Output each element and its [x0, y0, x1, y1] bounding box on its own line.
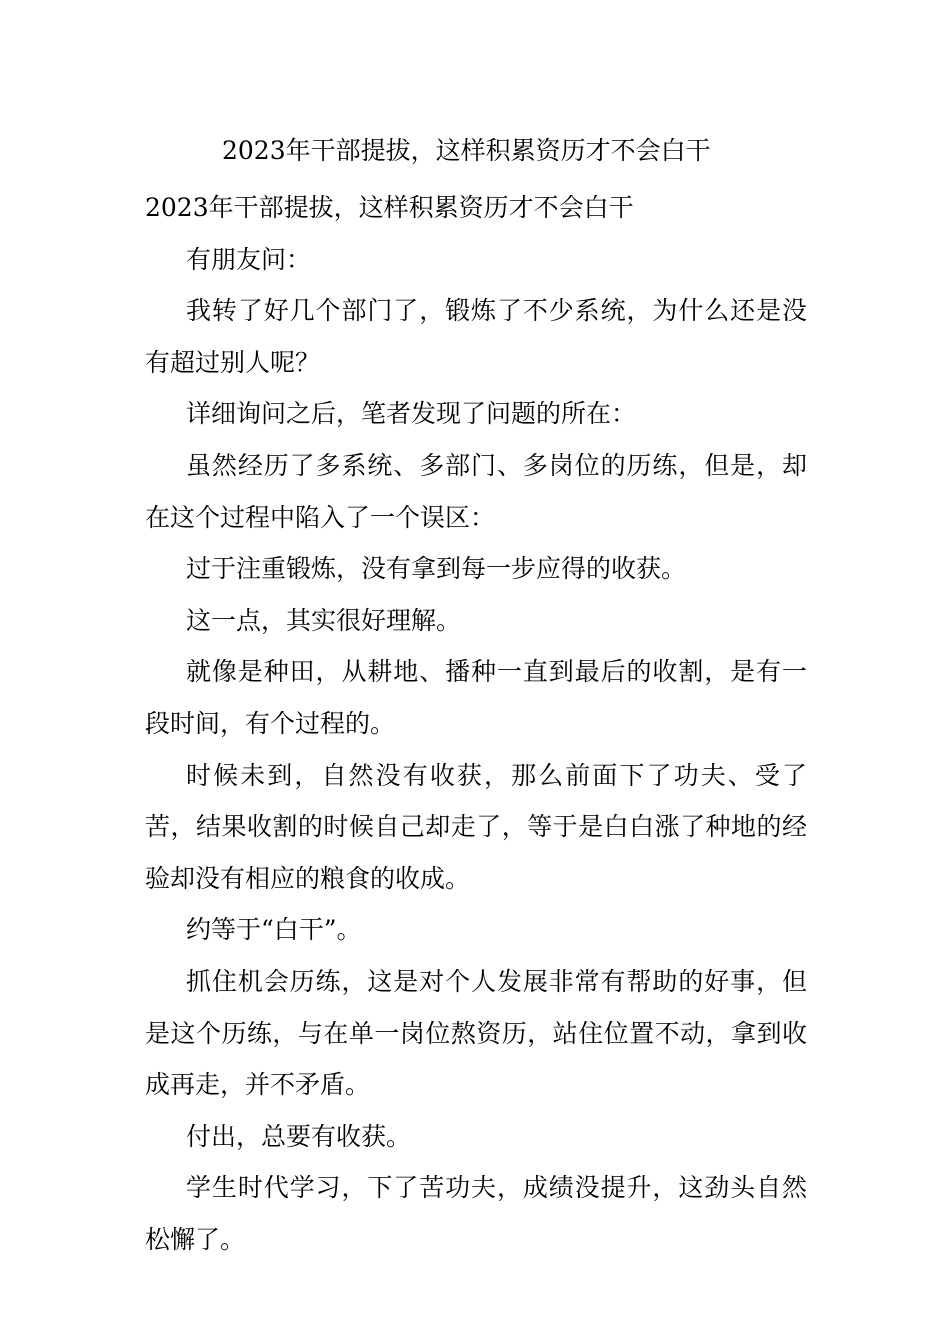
paragraph: 虽然经历了多系统、多部门、多岗位的历练，但是，却在这个过程中陷入了一个误区：: [145, 450, 807, 532]
paragraph: 付出，总要有收获。: [186, 1121, 412, 1151]
paragraph: 时候未到，自然没有收获，那么前面下了功夫、受了苦，结果收割的时候自己却走了，等于是白白涨了种地的经验却没有相应的粮食的收成。: [145, 760, 807, 893]
document-title: 2023年干部提拔，这样积累资历才不会白干: [222, 136, 711, 165]
paragraph: 这一点，其实很好理解。: [186, 605, 462, 635]
paragraph-subtitle: 2023年干部提拔，这样积累资历才不会白干: [145, 193, 634, 222]
paragraph: 抓住机会历练，这是对个人发展非常有帮助的好事，但是这个历练，与在单一岗位熬资历，站住位置不动，拿到收成再走，并不矛盾。: [145, 966, 807, 1100]
paragraph: 有朋友问：: [186, 244, 312, 274]
paragraph: 过于注重锻炼，没有拿到每一步应得的收获。: [186, 554, 687, 584]
paragraph: 学生时代学习，下了苦功夫，成绩没提升，这劲头自然松懈了。: [145, 1173, 807, 1254]
paragraph: 详细询问之后，笔者发现了问题的所在：: [186, 399, 637, 429]
paragraph: 我转了好几个部门了，锻炼了不少系统，为什么还是没有超过别人呢？: [145, 296, 807, 377]
document-body: [145, 182, 807, 1265]
paragraph: 约等于“白干”。: [186, 915, 362, 945]
paragraph: 就像是种田，从耕地、播种一直到最后的收割，是有一段时间，有个过程的。: [145, 657, 807, 738]
